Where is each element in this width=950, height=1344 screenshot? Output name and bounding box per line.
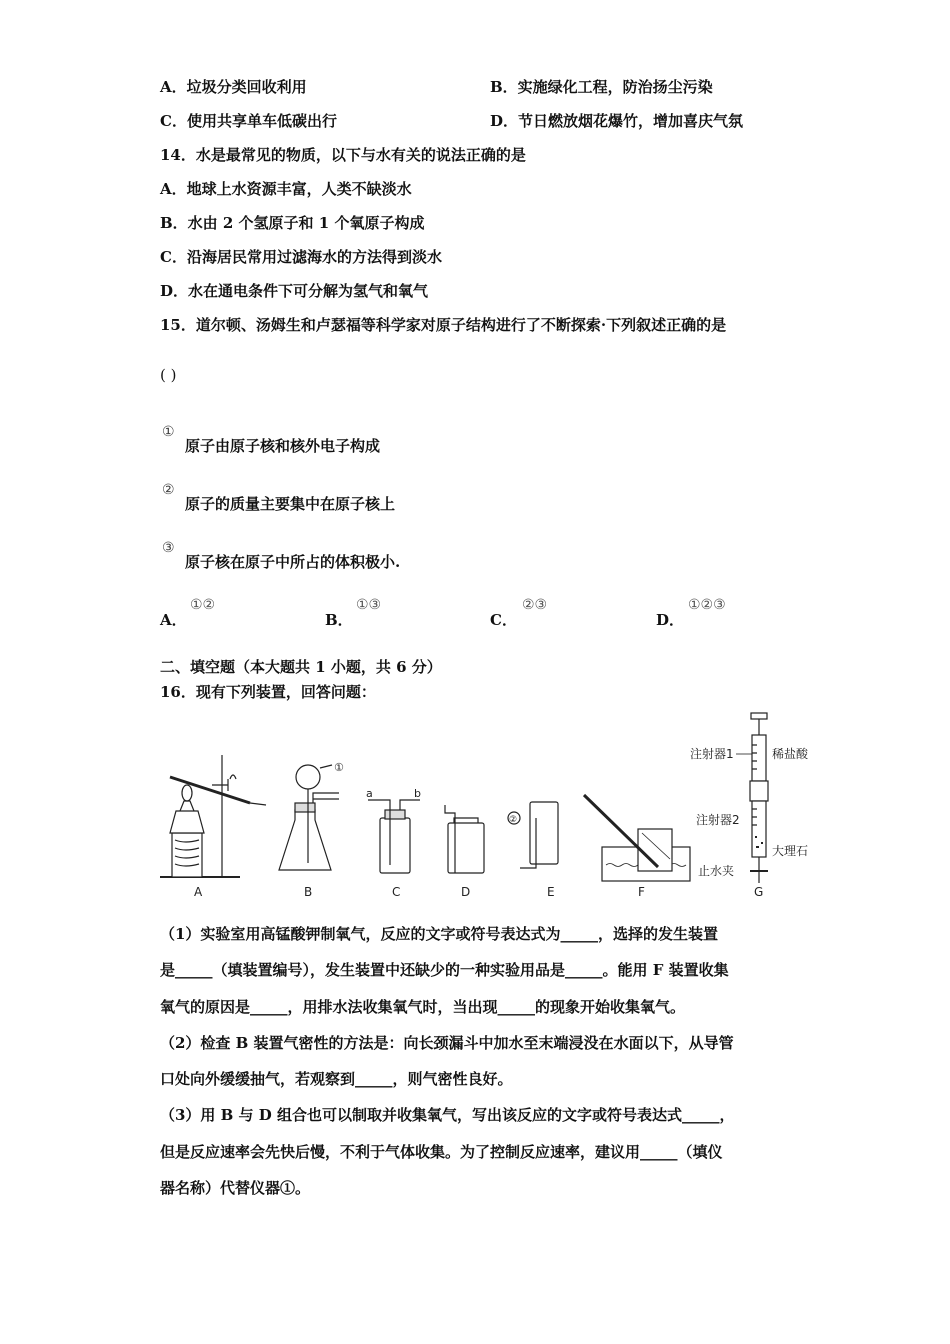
q15-stem: 15．道尔顿、汤姆生和卢瑟福等科学家对原子结构进行了不断探索·下列叙述正确的是 — [160, 316, 727, 334]
q14-stem: 14．水是最常见的物质，以下与水有关的说法正确的是 — [160, 146, 526, 164]
q14-option-a: A．地球上水资源丰富，人类不缺淡水 — [160, 180, 412, 198]
q15-option-a-letter: A． — [160, 611, 187, 629]
apparatus-e — [508, 802, 558, 868]
apparatus-a — [160, 755, 266, 877]
port-a: a — [366, 787, 373, 800]
q15-option-c-letter: C． — [490, 611, 517, 629]
label-f: F — [638, 885, 645, 899]
q15-option-b-value: ①③ — [356, 597, 382, 613]
label-g: G — [754, 885, 764, 899]
apparatus-c — [366, 787, 421, 873]
statement-2-text: 原子的质量主要集中在原子核上 — [185, 495, 396, 513]
port-b: b — [414, 787, 421, 800]
label-a: A — [194, 885, 203, 899]
q13-option-d: D．节日燃放烟花爆竹，增加喜庆气氛 — [490, 112, 744, 130]
apparatus-figure — [150, 705, 830, 905]
label-d: D — [461, 885, 471, 899]
statement-3-text: 原子核在原子中所占的体积极小. — [185, 553, 401, 571]
statement-2-mark: ② — [162, 482, 175, 498]
q13-option-a: A．垃圾分类回收利用 — [160, 78, 307, 96]
label-b: B — [304, 885, 313, 899]
e-mark: ② — [509, 815, 518, 825]
q13-option-b: B．实施绿化工程，防治扬尘污染 — [490, 78, 713, 96]
syringe-1-label: 注射器1 — [690, 747, 734, 761]
q16-stem: 16．现有下列装置，回答问题： — [160, 683, 376, 701]
q16-line-7: 但是反应速率会先快后慢，不利于气体收集。为了控制反应速率，建议用_____（填仪 — [160, 1143, 723, 1161]
clamp-label: 止水夹 — [698, 864, 735, 878]
q16-line-8: 器名称）代替仪器①。 — [160, 1179, 311, 1197]
q15-option-b-letter: B． — [325, 611, 353, 629]
q14-option-d: D．水在通电条件下可分解为氢气和氧气 — [160, 282, 429, 300]
q14-option-c: C．沿海居民常用过滤海水的方法得到淡水 — [160, 248, 442, 266]
apparatus-g — [690, 713, 809, 883]
syringe-2-label: 注射器2 — [696, 813, 740, 827]
q15-option-d-letter: D． — [656, 611, 685, 629]
q16-line-6: （3）用 B 与 D 组合也可以制取并收集氧气，写出该反应的文字或符号表达式_____， — [160, 1106, 735, 1124]
statement-1-text: 原子由原子核和核外电子构成 — [185, 437, 381, 455]
q14-option-b: B．水由 2 个氢原子和 1 个氧原子构成 — [160, 214, 425, 232]
q15-option-c-value: ②③ — [522, 597, 548, 613]
q16-line-3: 氧气的原因是_____，用排水法收集氧气时，当出现_____的现象开始收集氧气。 — [160, 998, 686, 1016]
section-heading: 二、填空题（本大题共 1 小题，共 6 分） — [160, 658, 442, 676]
dilute-hcl-label: 稀盐酸 — [772, 747, 809, 761]
marble-label: 大理石 — [772, 844, 809, 858]
statement-1-mark: ① — [162, 424, 175, 440]
apparatus-f — [584, 795, 690, 881]
statement-3-mark: ③ — [162, 540, 175, 556]
label-e: E — [547, 885, 555, 899]
q16-line-5: 口处向外缓缓抽气，若观察到_____，则气密性良好。 — [160, 1070, 513, 1088]
funnel-mark: ① — [334, 761, 344, 774]
q16-line-1: （1）实验室用高锰酸钾制氧气，反应的文字或符号表达式为_____，选择的发生装置 — [160, 925, 718, 943]
label-c: C — [392, 885, 401, 899]
apparatus-b — [279, 761, 344, 870]
q15-option-a-value: ①② — [190, 597, 216, 613]
q15-answer-paren: ( ) — [160, 366, 177, 384]
q16-line-2: 是_____（填装置编号），发生装置中还缺少的一种实验用品是_____。能用 F 装置收集 — [160, 961, 729, 979]
q13-option-c: C．使用共享单车低碳出行 — [160, 112, 337, 130]
apparatus-d — [445, 805, 484, 873]
q15-option-d-value: ①②③ — [688, 597, 726, 613]
q16-line-4: （2）检查 B 装置气密性的方法是：向长颈漏斗中加水至末端浸没在水面以下，从导管 — [160, 1034, 734, 1052]
